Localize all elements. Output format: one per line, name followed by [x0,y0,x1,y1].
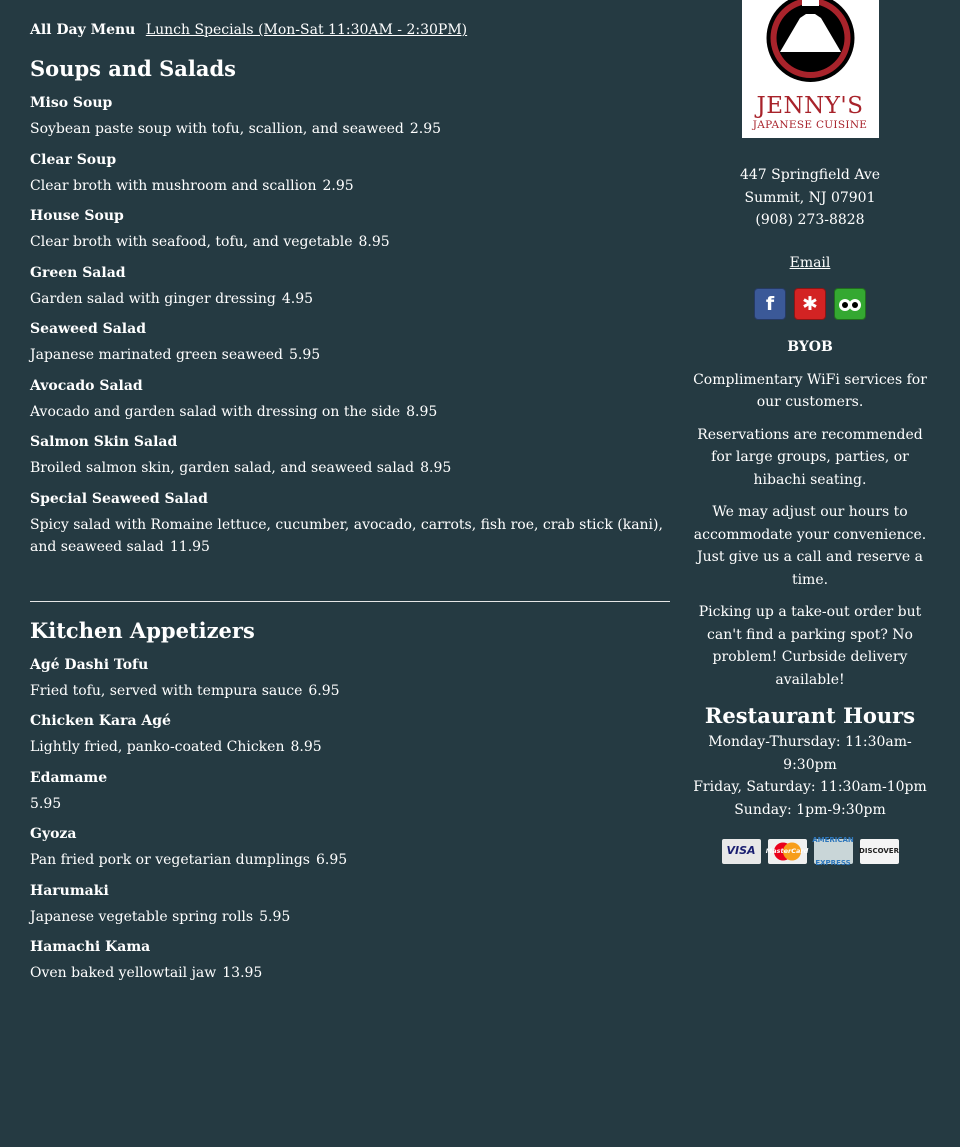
menu-item-description [30,231,670,254]
sidebar [690,0,930,867]
menu-item-name: Hamachi Kama [30,939,151,955]
menu-item [30,823,670,872]
menu-item-name: Avocado Salad [30,377,143,394]
section-title: Kitchen Appetizers [30,617,255,643]
menu-item-desc-text: Oven baked yellowtail jaw [30,965,217,981]
menu-item-desc-text: Japanese vegetable spring rolls [30,908,254,925]
menu-item-price: 6.95 [315,852,348,868]
visa-card-icon: VISA [722,839,761,864]
yelp-icon[interactable]: ✱ [794,288,826,320]
menu-item-desc-text: Garden salad with ginger dressing [30,290,276,307]
menu-item-name: Clear Soup [30,151,117,168]
menu-item [30,92,670,141]
curbside-note: Picking up a take-out order but can't find a parking spot? No problem! Curbside delivery available! [698,604,922,688]
menu-item-description [30,680,670,703]
social-links [690,288,930,320]
menu-item-description [30,849,670,872]
address-city: Summit, NJ 07901 [744,189,876,206]
menu-item-price: 13.95 [222,965,263,981]
menu-item [30,431,670,480]
payment-cards [690,836,930,867]
menu-item-description [30,514,670,559]
menu-item [30,710,670,759]
menu-item-price: 5.95 [289,347,321,363]
menu-item-name: Harumaki [30,882,109,899]
hours-title: Restaurant Hours [704,703,916,728]
menu-item-description [30,175,670,198]
amex-card-icon: AMERICAN EXPRESS [812,836,854,867]
menu-item-name: Seaweed Salad [30,321,146,337]
menu-item-price: 11.95 [169,539,210,555]
menu-main [30,18,670,985]
hours-line: Monday-Thursday: 11:30am-9:30pm [708,734,912,773]
menu-item [30,654,670,703]
hours-line: Friday, Saturday: 11:30am-10pm [693,779,927,795]
menu-item-name: Special Seaweed Salad [30,490,208,507]
menu-item-price: 8.95 [420,460,452,476]
menu-item-name: Miso Soup [30,95,113,111]
menu-item-price: 5.95 [259,908,291,925]
discover-card-icon: DISCOVER [860,839,899,864]
wifi-note: Complimentary WiFi services for our customers. [693,371,927,410]
menu-item-name: Chicken Kara Agé [30,713,171,729]
menu-item-desc-text: Lightly fried, panko-coated Chicken [30,739,285,755]
menu-item-desc-text: Soybean paste soup with tofu, scallion, and seaweed [30,121,404,137]
restaurant-logo[interactable] [742,0,879,138]
byob-label: BYOB [787,339,833,355]
menu-item-description [30,906,670,929]
menu-item [30,488,670,559]
address-street: 447 Springfield Ave [739,167,881,183]
hours-adjust-note: We may adjust our hours to accommodate your convenience. Just give us a call and reserve a time. [693,504,927,588]
menu-item-desc-text: Fried tofu, served with tempura sauce [30,682,303,699]
menu-item-desc-text: Japanese marinated green seaweed [30,347,283,363]
menu-item-description [30,288,670,311]
tab-all-day-menu[interactable]: All Day Menu [30,22,136,38]
menu-item-price: 8.95 [290,739,322,755]
menu-item-description [30,457,670,480]
section-divider [30,601,670,602]
menu-item-description [30,118,670,141]
menu-item-description [30,736,670,759]
menu-item-price: 5.95 [30,795,62,812]
menu-item-name: Salmon Skin Salad [30,434,178,450]
menu-item-name: Gyoza [30,826,77,842]
menu-item [30,149,670,198]
menu-item-price: 6.95 [308,682,340,699]
menu-item-name: House Soup [30,208,124,224]
address-block [690,164,930,232]
menu-section [30,616,670,985]
menu-item-desc-text: Pan fried pork or vegetarian dumplings [30,852,310,868]
menu-item [30,205,670,254]
menu-item [30,262,670,311]
menu-item-price: 2.95 [409,121,442,137]
menu-item-name: Edamame [30,769,108,786]
menu-item-desc-text: Broiled salmon skin, garden salad, and seaweed salad [30,460,415,476]
facebook-icon[interactable]: f [754,288,786,320]
menu-item-description [30,401,670,424]
email-link[interactable]: Email [789,254,831,271]
menu-item-desc-text: Clear broth with seafood, tofu, and vegetable [30,234,353,250]
menu-section [30,54,670,559]
tripadvisor-icon[interactable] [834,288,866,320]
menu-item [30,936,670,985]
menu-item-price: 8.95 [406,403,438,420]
menu-item-price: 8.95 [358,234,390,250]
menu-item-description [30,793,670,816]
menu-item [30,767,670,816]
menu-item [30,375,670,424]
menu-item [30,318,670,367]
menu-item-name: Agé Dashi Tofu [30,656,149,673]
menu-item-description [30,962,670,985]
hours-line: Sunday: 1pm-9:30pm [734,801,886,818]
menu-item [30,880,670,929]
menu-tabs [30,18,670,42]
mastercard-icon [765,839,809,864]
menu-item-price: 2.95 [322,177,354,194]
section-title: Soups and Salads [30,56,236,81]
reservations-note: Reservations are recommended for large groups, parties, or hibachi seating. [697,426,923,488]
menu-item-description [30,344,670,367]
tab-lunch-specials[interactable]: Lunch Specials (Mon-Sat 11:30AM - 2:30PM) [145,22,468,38]
menu-item-name: Green Salad [30,264,126,281]
menu-item-desc-text: Spicy salad with Romaine lettuce, cucumber, avocado, carrots, fish roe, crab stick (kani), and seaweed salad [30,516,663,555]
logo-subtitle: JAPANESE CUISINE [752,119,868,131]
menu-item-desc-text: Clear broth with mushroom and scallion [30,177,317,194]
phone-number[interactable]: (908) 273-8828 [755,212,865,228]
logo-name: JENNY'S [756,93,864,119]
mastercard-label: MasterCard [765,847,809,856]
menu-item-price: 4.95 [281,290,314,307]
menu-item-desc-text: Avocado and garden salad with dressing on the side [30,403,401,420]
